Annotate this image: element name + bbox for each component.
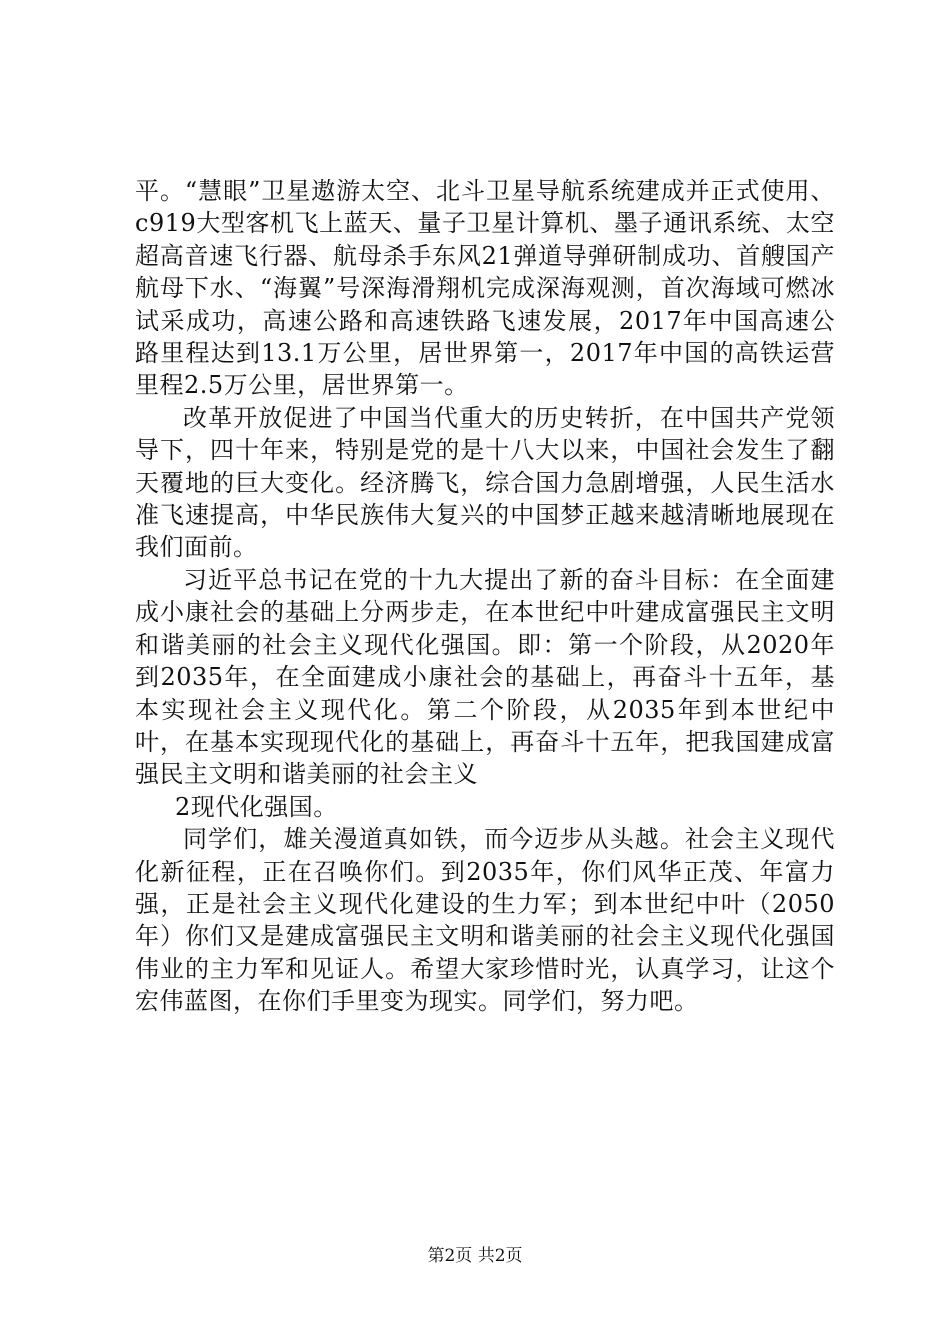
- page-number-footer: 第2页 共2页: [427, 1246, 523, 1266]
- paragraph-students-call: 同学们，雄关漫道真如铁，而今迈步从头越。社会主义现代化新征程，正在召唤你们。到2035年，你们风华正茂、年富力强，正是社会主义现代化建设的生力军；到本世纪中叶（2050年）你们又是建成富强民主文明和谐美丽的社会主义现代化强国伟业的主力军和见证人。希望大家珍惜时光，认真学习，让这个宏伟蓝图，在你们手里变为现实。同学们，努力吧。: [135, 825, 835, 1016]
- paragraph-continuation: 2现代化强国。: [175, 792, 338, 821]
- paragraph-achievements: 平。“慧眼”卫星遨游太空、北斗卫星导航系统建成并正式使用、c919大型客机飞上蓝天、量子卫星计算机、墨子通讯系统、太空超高音速飞行器、航母杀手东风21弹道导弹研制成功、首艘国产航母下水、“海翼”号深海滑翔机完成深海观测，首次海域可燃冰试采成功，高速公路和高速铁路飞速发展，2017年中国高速公路里程达到13.1万公里，居世界第一，2017年中国的高铁运营里程2.5万公里，居世界第一。: [135, 177, 835, 400]
- document-body: [135, 175, 835, 1018]
- paragraph-new-goals: 习近平总书记在党的十九大提出了新的奋斗目标：在全面建成小康社会的基础上分两步走，在本世纪中叶建成富强民主文明和谐美丽的社会主义现代化强国。即：第一个阶段，从2020年到2035年，在全面建成小康社会的基础上，再奋斗十五年，基本实现社会主义现代化。第二个阶段，从2035年到本世纪中叶，在基本实现现代化的基础上，再奋斗十五年，把我国建成富强民主文明和谐美丽的社会主义: [135, 565, 835, 789]
- paragraph-reform-opening: 改革开放促进了中国当代重大的历史转折，在中国共产党领导下，四十年来，特别是党的是十八大以来，中国社会发生了翻天覆地的巨大变化。经济腾飞，综合国力急剧增强，人民生活水准飞速提高，中华民族伟大复兴的中国梦正越来越清晰地展现在我们面前。: [135, 403, 835, 562]
